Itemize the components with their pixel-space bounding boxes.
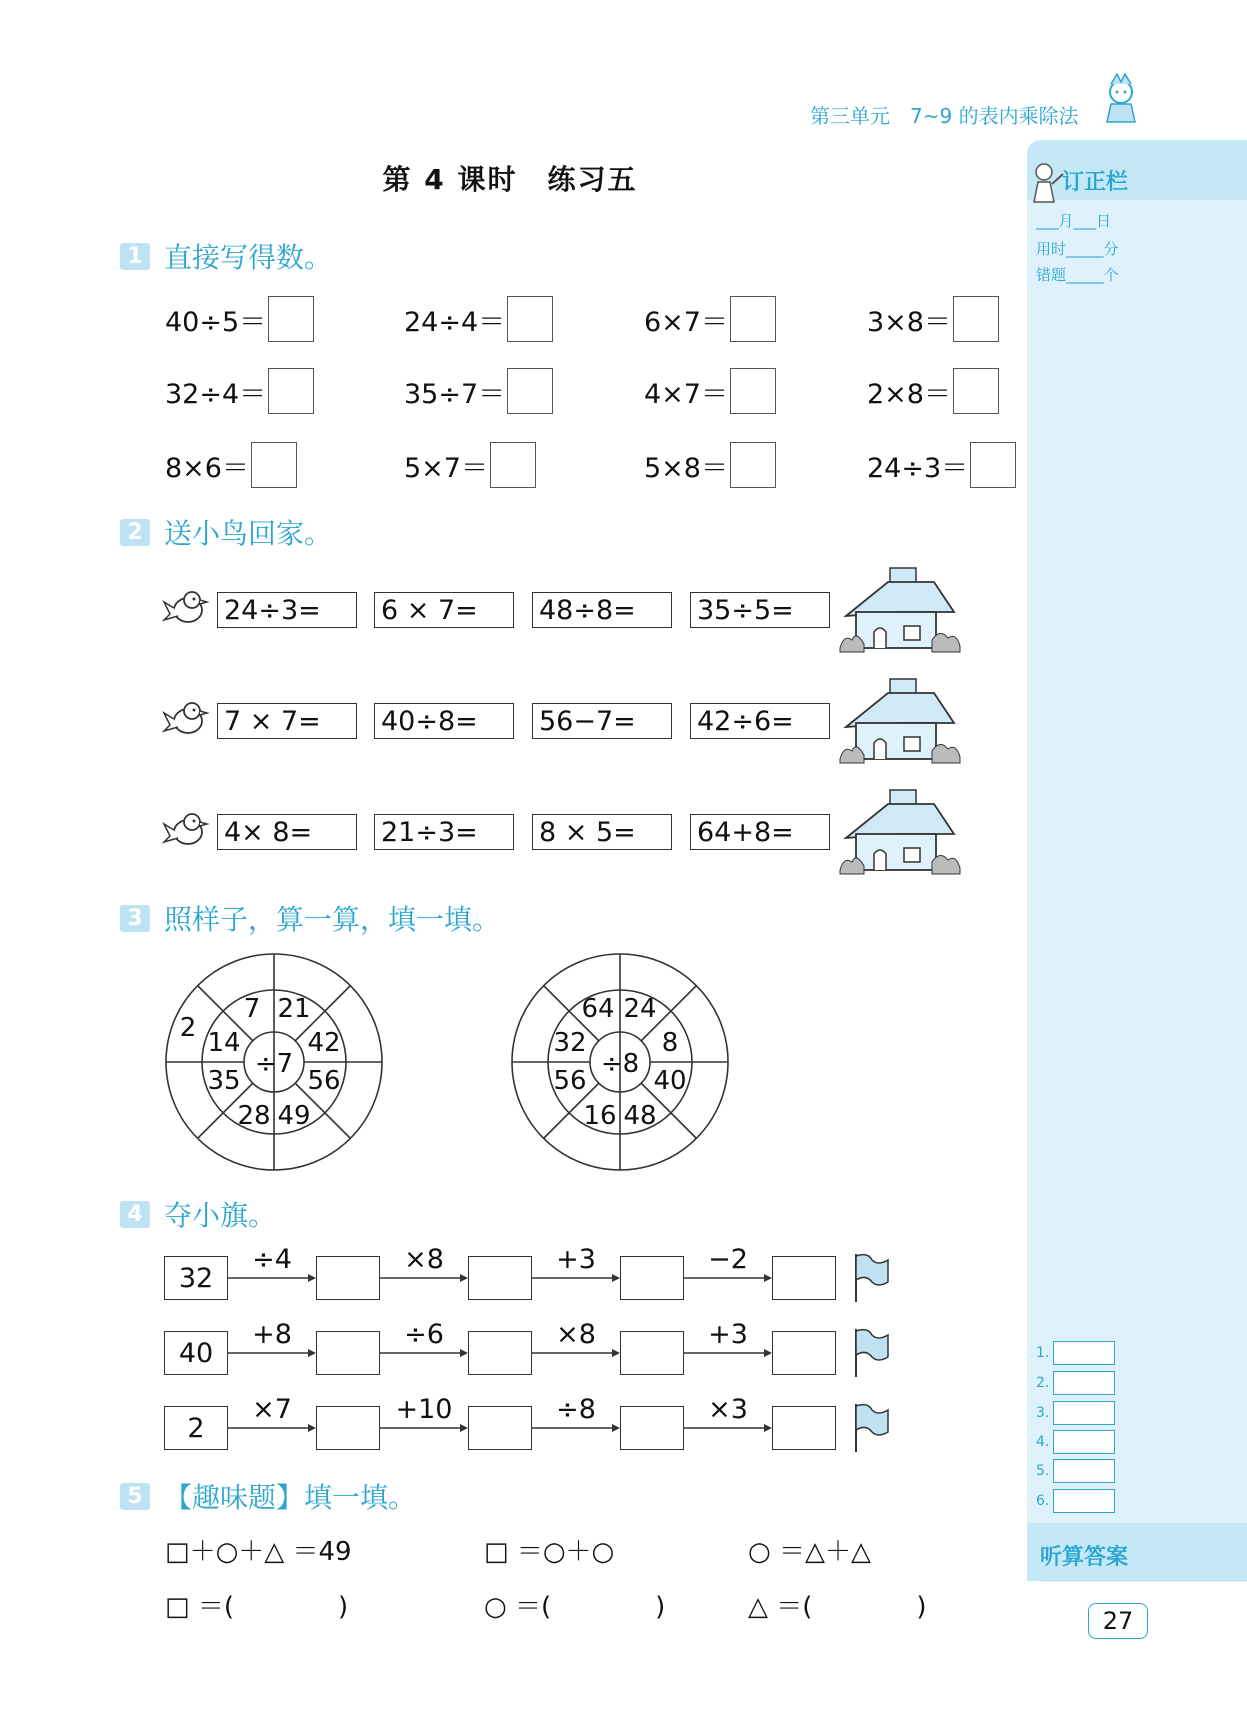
calc-expression: 40÷5＝ <box>165 306 267 338</box>
expression-box: 40÷8= <box>374 703 514 739</box>
answer-index: 6. <box>1036 1493 1050 1509</box>
bird-icon <box>162 584 210 630</box>
answer-box[interactable] <box>1053 1341 1115 1365</box>
answer-slot[interactable] <box>1036 1430 1115 1454</box>
operation-label: ÷4 <box>252 1244 292 1275</box>
answer-slot[interactable] <box>1036 1401 1115 1425</box>
operation-label: +8 <box>252 1319 292 1350</box>
puzzle-answer[interactable]: △ ＝( ) <box>748 1592 927 1622</box>
calc-item <box>867 296 999 342</box>
expression-box: 7 × 7= <box>217 703 357 739</box>
question-number: 4 <box>120 1201 150 1228</box>
operation-label: ÷6 <box>404 1319 444 1350</box>
wheel-center: ÷8 <box>600 1049 640 1079</box>
answer-box[interactable] <box>468 1406 532 1450</box>
listening-answers-label: 听算答案 <box>1040 1545 1129 1570</box>
operation-label: ×8 <box>556 1319 596 1350</box>
wheel-inner-value: 64 <box>581 994 615 1024</box>
operation-label: +10 <box>395 1394 453 1425</box>
arrow-icon <box>380 1348 468 1358</box>
expression-box: 64+8= <box>690 814 830 850</box>
answer-box[interactable] <box>730 442 776 488</box>
answer-index: 5. <box>1036 1463 1050 1479</box>
expression-box: 56−7= <box>532 703 672 739</box>
answer-box[interactable] <box>251 442 297 488</box>
expression-box: 21÷3= <box>374 814 514 850</box>
wheel-inner-value: 42 <box>307 1028 341 1058</box>
calc-expression: 35÷7＝ <box>404 378 506 410</box>
arrow-icon <box>532 1423 620 1433</box>
wheel-inner-value: 32 <box>553 1028 587 1058</box>
arrow-icon <box>684 1348 772 1358</box>
answer-box[interactable] <box>620 1331 684 1375</box>
wheel-outer-value: 2 <box>179 1013 197 1043</box>
expression-box: 42÷6= <box>690 703 830 739</box>
calc-item <box>644 296 776 342</box>
answer-slot[interactable] <box>1036 1489 1115 1513</box>
answer-box[interactable] <box>772 1406 836 1450</box>
calc-expression: 24÷3＝ <box>867 452 969 484</box>
answer-index: 1. <box>1036 1345 1050 1361</box>
answer-slot[interactable] <box>1036 1341 1115 1365</box>
lesson-title: 第 4 课时 练习五 <box>382 163 638 196</box>
arrow-icon <box>532 1348 620 1358</box>
answer-box[interactable] <box>953 368 999 414</box>
answer-box[interactable] <box>730 368 776 414</box>
calc-expression: 32÷4＝ <box>165 378 267 410</box>
operation-label: ÷8 <box>556 1394 596 1425</box>
arrow-icon <box>532 1273 620 1283</box>
wheel-inner-value: 24 <box>623 994 657 1024</box>
answer-box[interactable] <box>953 296 999 342</box>
wheel-inner-value: 48 <box>623 1101 657 1131</box>
teacher-icon <box>1030 160 1064 204</box>
arrow-icon <box>380 1273 468 1283</box>
answer-box[interactable] <box>772 1331 836 1375</box>
answer-box[interactable] <box>268 368 314 414</box>
answer-box[interactable] <box>772 1256 836 1300</box>
calc-item <box>404 368 553 414</box>
question-number: 2 <box>120 519 150 546</box>
calc-item <box>867 442 1016 488</box>
puzzle-answer[interactable]: ○ ＝( ) <box>484 1592 666 1622</box>
wrong-line: 错题_____个 <box>1036 266 1119 284</box>
answer-box[interactable] <box>1053 1459 1115 1483</box>
expression-box: 24÷3= <box>217 592 357 628</box>
expression-box: 48÷8= <box>532 592 672 628</box>
calc-item <box>165 368 314 414</box>
flag-chain <box>164 1394 904 1486</box>
question-1-heading <box>120 236 332 276</box>
answer-box[interactable] <box>468 1256 532 1300</box>
arrow-icon <box>684 1423 772 1433</box>
calc-item <box>644 368 776 414</box>
flag-icon <box>852 1252 892 1304</box>
answer-box[interactable] <box>316 1256 380 1300</box>
answer-index: 4. <box>1036 1434 1050 1450</box>
question-5-heading <box>120 1476 416 1516</box>
arrow-icon <box>228 1273 316 1283</box>
answer-index: 3. <box>1036 1405 1050 1421</box>
arrow-icon <box>228 1423 316 1433</box>
calc-item <box>404 296 553 342</box>
question-title: 【趣味题】填一填。 <box>164 1481 417 1514</box>
answer-slot[interactable] <box>1036 1459 1115 1483</box>
calc-expression: 8×6＝ <box>165 452 249 484</box>
puzzle-equation: □＋○＋△ ＝49 <box>165 1537 352 1567</box>
bird-icon <box>162 695 210 741</box>
calc-item <box>644 442 776 488</box>
answer-box[interactable] <box>970 442 1016 488</box>
question-number: 5 <box>120 1483 150 1510</box>
calc-expression: 4×7＝ <box>644 378 728 410</box>
answer-slot[interactable] <box>1036 1371 1115 1395</box>
question-2-heading <box>120 512 332 552</box>
answer-box[interactable] <box>507 368 553 414</box>
calc-item <box>165 296 314 342</box>
question-title: 直接写得数。 <box>164 241 333 274</box>
answer-box[interactable] <box>620 1256 684 1300</box>
answer-box[interactable] <box>1053 1371 1115 1395</box>
start-number: 40 <box>164 1331 228 1375</box>
question-number: 3 <box>120 905 150 932</box>
flag-icon <box>852 1402 892 1454</box>
puzzle-equation: □ ＝○＋○ <box>484 1537 615 1567</box>
operation-label: −2 <box>708 1244 748 1275</box>
wheel-inner-value: 8 <box>661 1028 679 1058</box>
operation-label: ×8 <box>404 1244 444 1275</box>
wheel-inner-value: 14 <box>207 1028 241 1058</box>
puzzle-equation: ○ ＝△＋△ <box>748 1537 871 1567</box>
wheel-inner-value: 49 <box>277 1101 311 1131</box>
puzzle-answer[interactable]: □ ＝( ) <box>165 1592 349 1622</box>
start-number: 2 <box>164 1406 228 1450</box>
answer-box[interactable] <box>507 296 553 342</box>
house-icon[interactable] <box>838 788 962 876</box>
wheel-inner-value: 21 <box>277 994 311 1024</box>
answer-box[interactable] <box>316 1406 380 1450</box>
wheel-inner-value: 7 <box>243 994 261 1024</box>
answer-box[interactable] <box>468 1331 532 1375</box>
wheel-inner-value: 16 <box>583 1101 617 1131</box>
question-3-heading <box>120 898 500 938</box>
house-icon[interactable] <box>838 677 962 765</box>
unit-header: 第三单元 7~9 的表内乘除法 <box>810 104 1079 128</box>
answer-box[interactable] <box>1053 1401 1115 1425</box>
bird-icon <box>162 806 210 852</box>
calc-expression: 3×8＝ <box>867 306 951 338</box>
expression-box: 8 × 5= <box>532 814 672 850</box>
answer-box[interactable] <box>490 442 536 488</box>
operation-label: +3 <box>556 1244 596 1275</box>
answer-box[interactable] <box>316 1331 380 1375</box>
answer-box[interactable] <box>1053 1489 1115 1513</box>
wheel-inner-value: 35 <box>207 1066 241 1096</box>
answer-box[interactable] <box>620 1406 684 1450</box>
start-number: 32 <box>164 1256 228 1300</box>
time-line: 用时_____分 <box>1036 240 1119 258</box>
question-4-heading <box>120 1194 276 1234</box>
question-title: 照样子，算一算，填一填。 <box>164 903 501 936</box>
answer-box[interactable] <box>730 296 776 342</box>
wheel-inner-value: 56 <box>553 1066 587 1096</box>
wheel-inner-value: 28 <box>237 1101 271 1131</box>
calc-expression: 6×7＝ <box>644 306 728 338</box>
calc-expression: 5×7＝ <box>404 452 488 484</box>
question-title: 夺小旗。 <box>164 1199 277 1232</box>
house-icon[interactable] <box>838 566 962 654</box>
operation-label: ×7 <box>252 1394 292 1425</box>
calc-expression: 5×8＝ <box>644 452 728 484</box>
flag-icon <box>852 1327 892 1379</box>
arrow-icon <box>380 1423 468 1433</box>
calc-item <box>867 368 999 414</box>
expression-box: 35÷5= <box>690 592 830 628</box>
calc-expression: 2×8＝ <box>867 378 951 410</box>
wheel-center: ÷7 <box>254 1049 294 1079</box>
page-number: 27 <box>1088 1603 1148 1639</box>
operation-label: ×3 <box>708 1394 748 1425</box>
expression-box: 4× 8= <box>217 814 357 850</box>
arrow-icon <box>228 1348 316 1358</box>
date-line: ___月___日 <box>1036 212 1112 230</box>
wheel-inner-value: 56 <box>307 1066 341 1096</box>
calc-item <box>165 442 297 488</box>
operation-label: +3 <box>708 1319 748 1350</box>
question-title: 送小鸟回家。 <box>164 517 333 550</box>
question-number: 1 <box>120 243 150 270</box>
division-wheel-7 <box>164 952 384 1172</box>
answer-box[interactable] <box>1053 1430 1115 1454</box>
correction-title: 订正栏 <box>1062 170 1129 195</box>
expression-box: 6 × 7= <box>374 592 514 628</box>
cartoon-girl-icon <box>1103 68 1139 124</box>
division-wheel-8 <box>510 952 730 1172</box>
calc-expression: 24÷4＝ <box>404 306 506 338</box>
answer-index: 2. <box>1036 1375 1050 1391</box>
calc-item <box>404 442 536 488</box>
wheel-inner-value: 40 <box>653 1066 687 1096</box>
correction-sidebar <box>1027 140 1247 1582</box>
answer-box[interactable] <box>268 296 314 342</box>
arrow-icon <box>684 1273 772 1283</box>
